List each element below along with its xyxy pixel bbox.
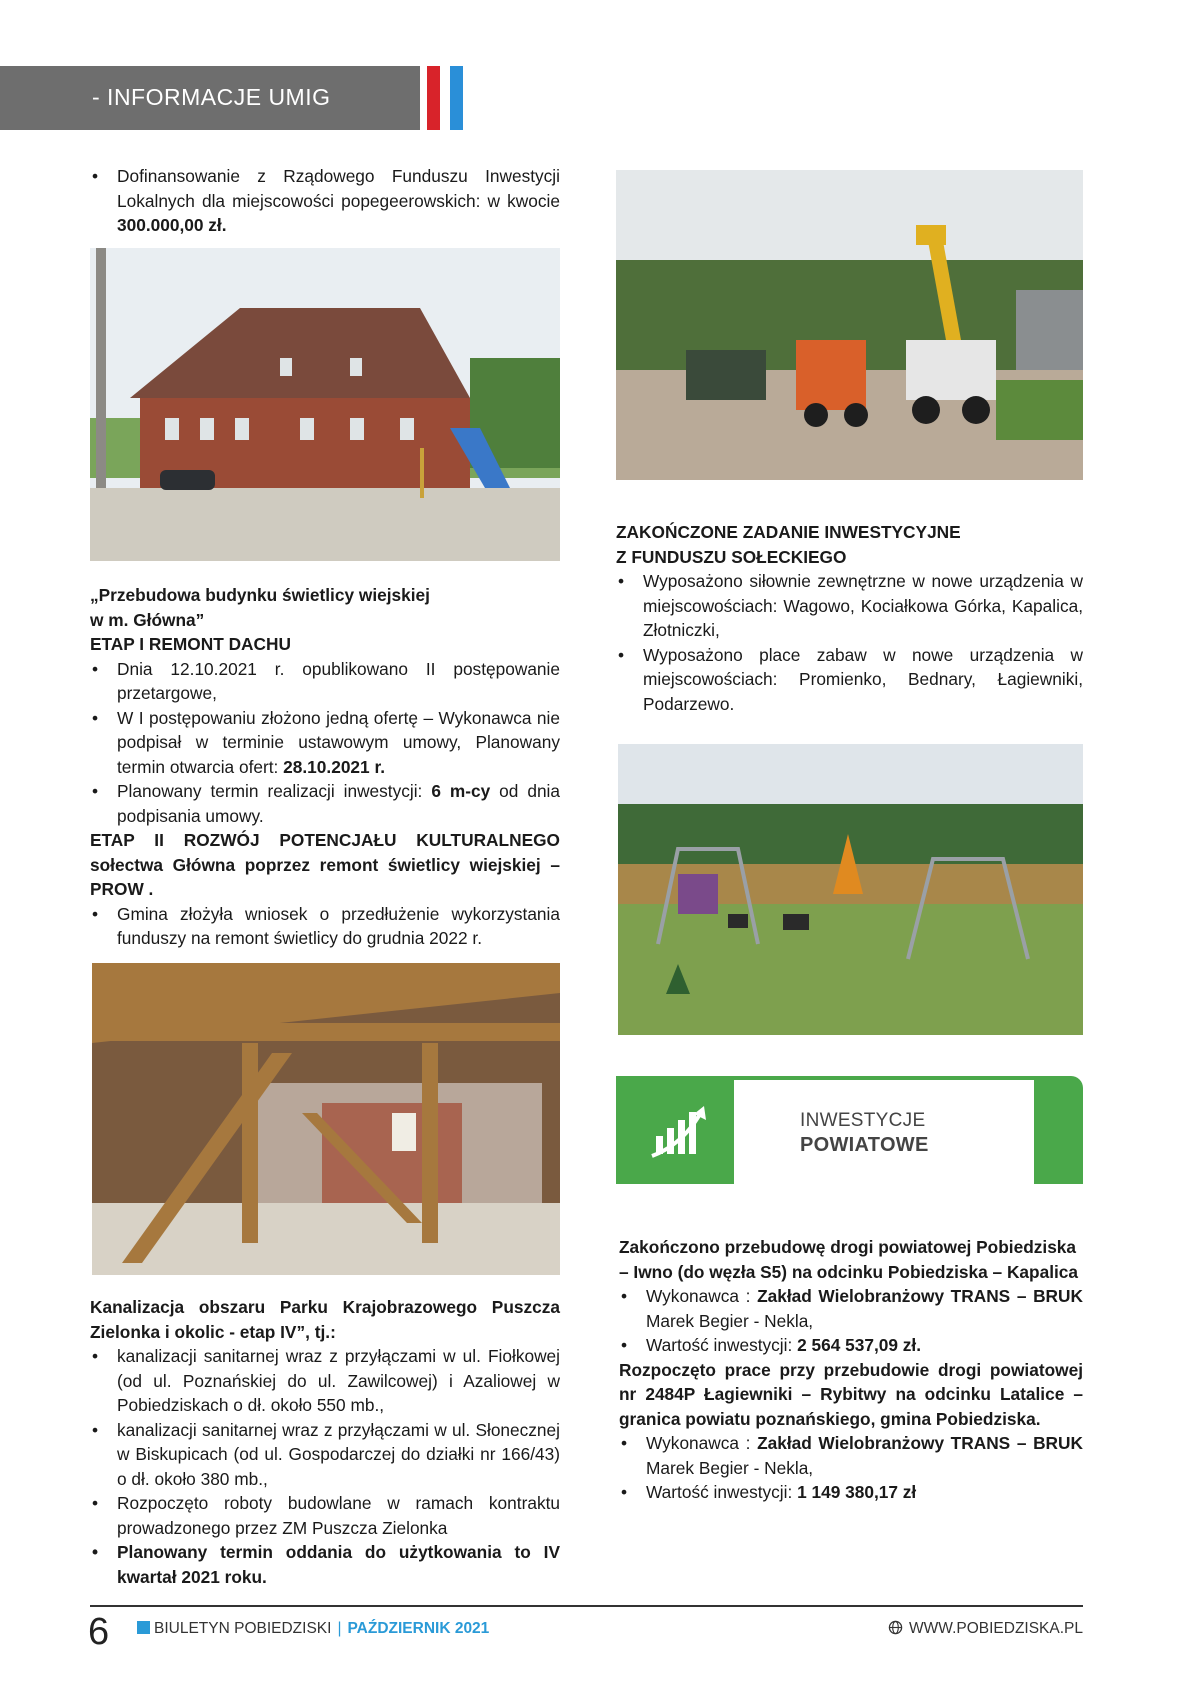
- county-investments-banner: [616, 1076, 1083, 1184]
- sewerage-title: Kanalizacja obszaru Parku Krajobrazowego Puszcza Zielonka i okolic - etap IV”, tj.:: [90, 1297, 560, 1342]
- globe-icon: [888, 1620, 903, 1640]
- county-road-2-value: • Wartość inwestycji: 1 149 380,17 zł: [619, 1480, 1083, 1505]
- chart-growth-icon: [648, 1098, 712, 1162]
- county-road-2-contractor: • Wykonawca : Zakład Wielobranżowy TRANS – BRUK Marek Begier - Nekla,: [619, 1431, 1083, 1480]
- glowna-title-line1: „Przebudowa budynku świetlicy wiejskiej: [90, 585, 430, 605]
- magazine-name: BIULETYN POBIEDZISKI: [154, 1620, 332, 1637]
- intro-section: [90, 164, 560, 238]
- community-hall-photo: [90, 248, 560, 561]
- funding-bullet: • Dofinansowanie z Rządowego Funduszu Inwestycji Lokalnych dla miejscowości popegeerowskich: w kwocie 300.000,00 zł.: [90, 164, 560, 238]
- playground-photo: [618, 744, 1083, 1035]
- village-fund-section: [616, 520, 1083, 716]
- road-construction-photo: [616, 170, 1083, 480]
- county-road-1-title: Zakończono przebudowę drogi powiatowej Pobiedziska – Iwno (do węzła S5) na odcinku Pobiedziska – Kapalica: [619, 1237, 1079, 1282]
- village-fund-title-line2: Z FUNDUSZU SOŁECKIEGO: [616, 546, 847, 567]
- footer-website: [888, 1620, 1083, 1640]
- glowna-title-line2: w m. Główna”: [90, 609, 205, 630]
- issue-date: PAŹDZIERNIK 2021: [347, 1620, 490, 1637]
- footer-publication: [137, 1620, 489, 1638]
- glowna-section: [90, 583, 560, 951]
- county-road-1-value: • Wartość inwestycji: 2 564 537,09 zł.: [619, 1333, 1083, 1358]
- banner-line2: POWIATOWE: [800, 1134, 929, 1156]
- glowna-bullet-4: • Gmina złożyła wniosek o przedłużenie wykorzystania funduszy na remont świetlicy do grudnia 2022 r.: [90, 902, 560, 951]
- glowna-bullet-3: • Planowany termin realizacji inwestycji: 6 m-cy od dnia podpisania umowy.: [90, 779, 560, 828]
- sewerage-bullet-2: • kanalizacji sanitarnej wraz z przyłączami w ul. Słonecznej w Biskupicach (od ul. Gospodarczej do działki nr 166/43) o dł. około 380 mb.,: [90, 1418, 560, 1492]
- flag-stripe-red: [427, 66, 440, 130]
- flag-stripe-blue: [450, 66, 463, 130]
- county-roads-section: [619, 1235, 1083, 1505]
- separator-icon: |: [337, 1620, 342, 1637]
- glowna-bullet-1: • Dnia 12.10.2021 r. opublikowano II postępowanie przetargowe,: [90, 657, 560, 706]
- village-fund-bullet-1: • Wyposażono siłownie zewnętrzne w nowe urządzenia w miejscowościach: Wagowo, Kociałkowa Górka, Kapalica, Złotniczki,: [616, 569, 1083, 643]
- sewerage-bullet-1: • kanalizacji sanitarnej wraz z przyłączami w ul. Fiołkowej (od ul. Poznańskiej do ul. Zawilcowej) i Azaliowej w Pobiedziskach o dł. około 550 mb.,: [90, 1344, 560, 1418]
- glowna-stage2: ETAP II ROZWÓJ POTENCJAŁU KULTURALNEGO sołectwa Główna poprzez remont świetlicy wiejskiej – PROW .: [90, 830, 560, 899]
- page-number: 6: [88, 1611, 110, 1653]
- village-fund-title-line1: ZAKOŃCZONE ZADANIE INWESTYCYJNE: [616, 522, 961, 542]
- square-bullet-icon: [137, 1621, 150, 1634]
- village-fund-bullet-2: • Wyposażono place zabaw w nowe urządzenia w miejscowościach: Promienko, Bednary, Łagiewniki, Podarzewo.: [616, 643, 1083, 717]
- sewerage-section: [90, 1295, 560, 1589]
- glowna-stage1: ETAP I REMONT DACHU: [90, 634, 291, 654]
- sewerage-bullet-4: • Planowany termin oddania do użytkowania to IV kwartał 2021 roku.: [90, 1540, 560, 1589]
- website-link[interactable]: WWW.POBIEDZISKA.PL: [909, 1620, 1083, 1637]
- footer-divider: [90, 1605, 1083, 1607]
- attic-interior-photo: [92, 963, 560, 1275]
- county-road-1-contractor: • Wykonawca : Zakład Wielobranżowy TRANS – BRUK Marek Begier - Nekla,: [619, 1284, 1083, 1333]
- county-road-2-title: Rozpoczęto prace przy przebudowie drogi powiatowej nr 2484P Łagiewniki – Rybitwy na odcinku Latalice – granica powiatu poznańskiego, gmina Pobiedziska.: [619, 1359, 1083, 1429]
- banner-line1: INWESTYCJE: [800, 1110, 926, 1131]
- glowna-bullet-2: • W I postępowaniu złożono jedną ofertę – Wykonawca nie podpisał w terminie ustawowym umowy, Planowany termin otwarcia ofert: 28.10.2021 r.: [90, 706, 560, 780]
- section-title: - INFORMACJE UMIG: [92, 84, 331, 110]
- sewerage-bullet-3: • Rozpoczęto roboty budowlane w ramach kontraktu prowadzonego przez ZM Puszcza Zielonka: [90, 1491, 560, 1540]
